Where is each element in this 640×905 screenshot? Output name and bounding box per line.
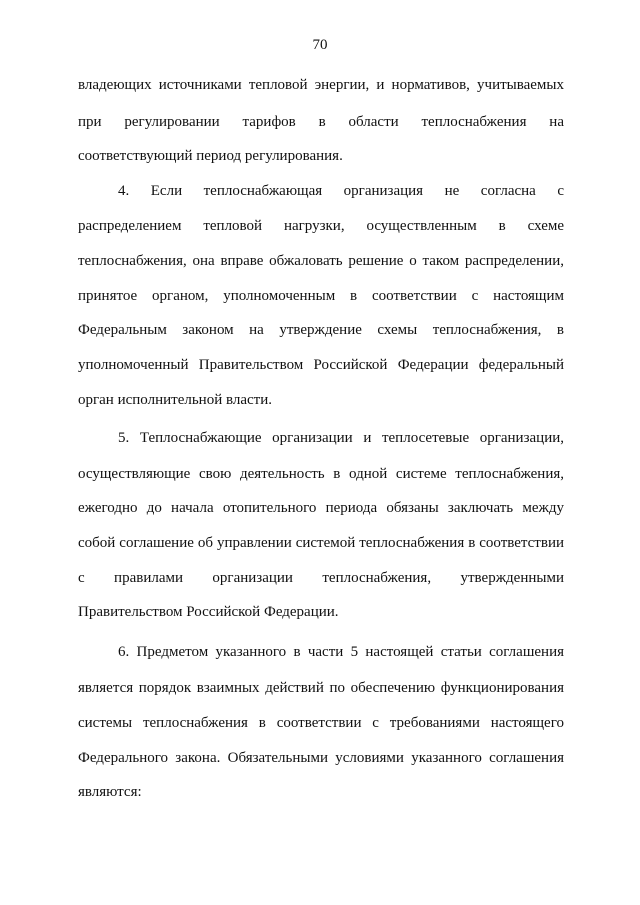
paragraph-5-first-line: 5. Теплоснабжающие организации и теплосетевые организации,: [118, 430, 564, 446]
text-line: осуществляющие свою деятельность в одной системе теплоснабжения,: [78, 466, 564, 482]
text-line: являются:: [78, 784, 142, 800]
text-line: ежегодно до начала отопительного периода обязаны заключать между: [78, 500, 564, 516]
text-line: владеющих источниками тепловой энергии, и нормативов, учитываемых: [78, 77, 564, 93]
text-line: с правилами организации теплоснабжения, утвержденными: [78, 570, 564, 586]
text-line: собой соглашение об управлении системой теплоснабжения в соответствии: [78, 535, 564, 551]
paragraph-6-first-line: 6. Предметом указанного в части 5 настоящей статьи соглашения: [118, 644, 564, 660]
text-line: соответствующий период регулирования.: [78, 148, 343, 164]
text-line: теплоснабжения, она вправе обжаловать решение о таком распределении,: [78, 253, 564, 269]
paragraph-4-first-line: 4. Если теплоснабжающая организация не согласна с: [118, 183, 564, 199]
text-line: принятое органом, уполномоченным в соответствии с настоящим: [78, 288, 564, 304]
text-line: Федерального закона. Обязательными условиями указанного соглашения: [78, 750, 564, 766]
text-line: уполномоченный Правительством Российской Федерации федеральный: [78, 357, 564, 373]
text-line: системы теплоснабжения в соответствии с требованиями настоящего: [78, 715, 564, 731]
text-line: распределением тепловой нагрузки, осуществленным в схеме: [78, 218, 564, 234]
text-line: орган исполнительной власти.: [78, 392, 273, 408]
text-line: при регулировании тарифов в области теплоснабжения на: [78, 114, 564, 130]
page-number: 70: [312, 37, 328, 53]
text-line: является порядок взаимных действий по обеспечению функционирования: [78, 680, 564, 696]
text-line: Федеральным законом на утверждение схемы теплоснабжения, в: [78, 322, 564, 338]
text-line: Правительством Российской Федерации.: [78, 604, 339, 620]
